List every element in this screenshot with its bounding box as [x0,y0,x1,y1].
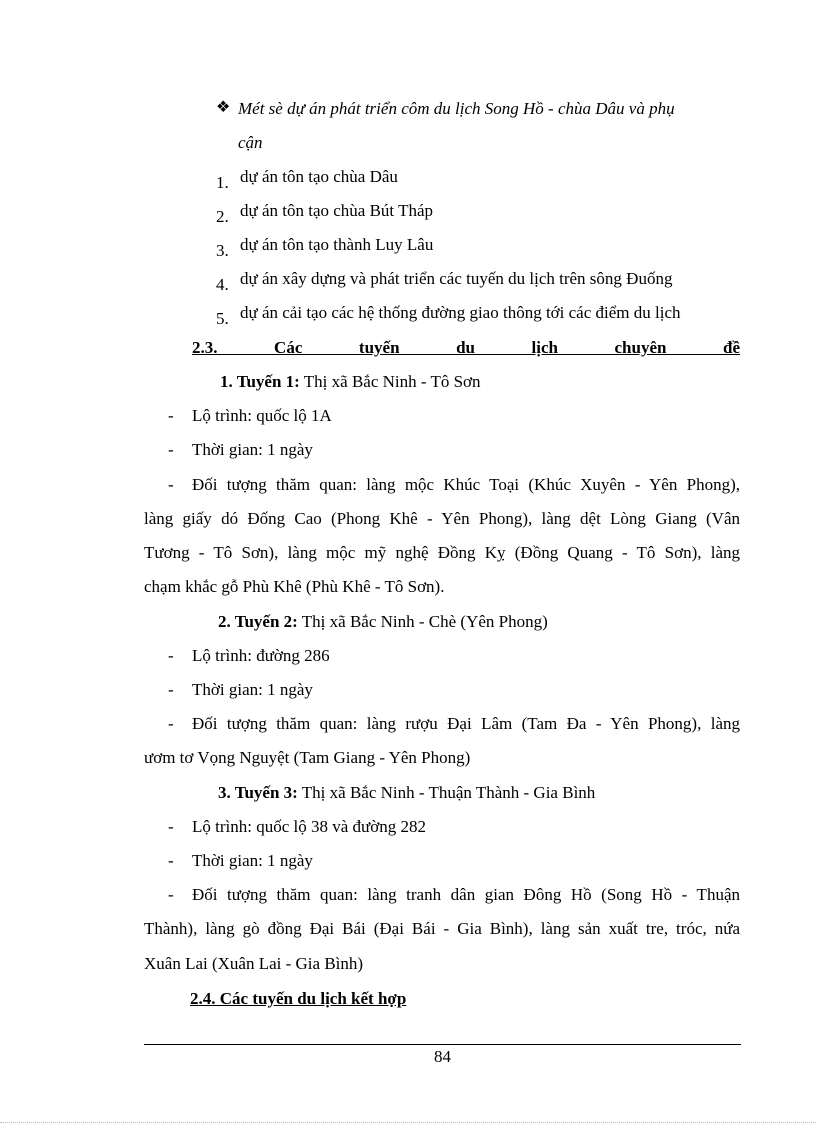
section-heading-line1: Mét sè dự án phát triển côm du lịch Song Hồ - chùa Dâu và phụ [238,99,675,118]
route3-label: 3. Tuyến 3: [218,783,298,802]
route2-objects-line2: ươm tơ Vọng Nguyệt (Tam Giang - Yên Phong) [144,748,471,767]
heading-2-4: 2.4. Các tuyến du lịch kết hợp [190,989,407,1008]
page-number: 84 [434,1047,451,1066]
route3-title [218,782,595,804]
list-item-number: 5. [216,309,229,328]
dash-marker: - [168,885,174,904]
route1-objects-line3: Tương - Tô Sơn), làng mộc mỹ nghệ Đồng Kỵ (Đồng Quang - Tô Sơn), làng [144,543,740,562]
list-item-number: 4. [216,275,229,294]
route3-itinerary: Lộ trình: quốc lộ 38 và đường 282 [192,817,426,836]
route2-objects-line1: Đối tượng thăm quan: làng rượu Đại Lâm (Tam Đa - Yên Phong), làng [192,714,740,733]
route2-time: Thời gian: 1 ngày [192,680,313,699]
heading-2-3: 2.3. Các tuyến du lịch chuyên đề [192,338,740,357]
route1-label: 1. Tuyến 1: [220,372,300,391]
list-item: dự án tôn tạo thành Luy Lâu [240,235,434,254]
dash-marker: - [168,851,174,870]
route1-objects-line1: Đối tượng thăm quan: làng mộc Khúc Toại (Khúc Xuyên - Yên Phong), [192,475,740,494]
list-item: dự án xây dựng và phát triển các tuyến du lịch trên sông Đuống [240,269,673,288]
route3-objects-line2: Thành), làng gò đồng Đại Bái (Đại Bái - Gia Bình), làng sản xuất tre, tróc, nứa [144,919,740,938]
route1-itinerary: Lộ trình: quốc lộ 1A [192,406,332,425]
route2-itinerary: Lộ trình: đường 286 [192,646,330,665]
dash-marker: - [168,406,174,425]
footer-rule [144,1044,741,1045]
route1-time: Thời gian: 1 ngày [192,440,313,459]
dash-marker: - [168,680,174,699]
section-heading-line2: cận [238,133,263,152]
dash-marker: - [168,475,174,494]
route1-name: Thị xã Bắc Ninh - Tô Sơn [299,372,481,391]
dash-marker: - [168,440,174,459]
list-item: dự án cải tạo các hệ thống đường giao thông tới các điểm du lịch [240,303,681,322]
list-item-number: 2. [216,207,229,226]
route3-objects-line1: Đối tượng thăm quan: làng tranh dân gian Đông Hồ (Song Hồ - Thuận [192,885,740,904]
diamond-bullet-icon: ❖ [216,99,231,116]
dash-marker: - [168,714,174,733]
route3-name: Thị xã Bắc Ninh - Thuận Thành - Gia Bình [297,783,596,802]
dash-marker: - [168,817,174,836]
list-item-number: 3. [216,241,229,260]
route2-label: 2. Tuyến 2: [218,612,298,631]
route2-name: Thị xã Bắc Ninh - Chè (Yên Phong) [297,612,548,631]
list-item: dự án tôn tạo chùa Bút Tháp [240,201,434,220]
route1-objects-line2: làng giấy dó Đống Cao (Phong Khê - Yên Phong), làng dệt Lòng Giang (Vân [144,509,740,528]
route3-objects-line3: Xuân Lai (Xuân Lai - Gia Bình) [144,954,364,973]
route2-title [218,611,548,633]
list-item: dự án tôn tạo chùa Dâu [240,167,398,186]
dash-marker: - [168,646,174,665]
route3-time: Thời gian: 1 ngày [192,851,313,870]
route1-title [220,371,481,393]
list-item-number: 1. [216,173,229,192]
route1-objects-line4: chạm khắc gỗ Phù Khê (Phù Khê - Tô Sơn). [144,577,445,596]
